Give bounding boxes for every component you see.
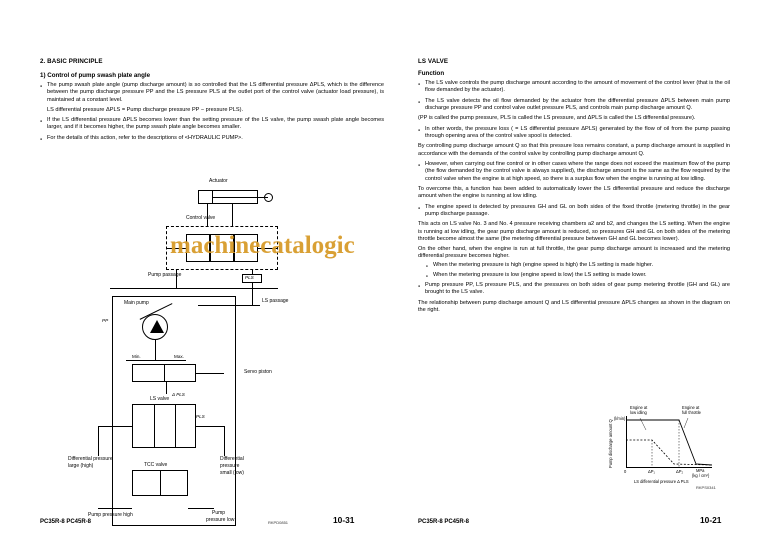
chart-annotation-full-throttle: Engine at full throttle: [682, 405, 701, 415]
right-title: LS VALVE: [418, 58, 449, 65]
footer-left-page: 10-31: [333, 515, 355, 525]
chart-ylabel: Pump discharge amount Q: [608, 419, 613, 468]
pump-base-line: [126, 360, 186, 361]
diff-press-small-label: Differential: [220, 456, 244, 462]
pls-tap-label: PLS: [245, 275, 254, 280]
list-item: ● The engine speed is detected by pressures GH and GL on both sides of the fixed throttle (metering throttle) in the gear pump discharge passage.: [418, 204, 730, 219]
pls-mid-label: PLS: [196, 414, 205, 419]
delta-pls-label: Δ PLS: [172, 392, 185, 397]
max-label: Max.: [174, 354, 184, 359]
chart-xlabel: LS differential pressure Δ PLS: [634, 479, 689, 484]
ls-passage-drop: [252, 283, 253, 305]
paragraph-full-throttle: On the other hand, when the engine is run at full throttle, the gear pump discharge amount is increased and the metering differential pressure becomes higher.: [418, 245, 730, 259]
ls-characteristic-chart: [600, 405, 722, 490]
list-item: ● If the LS differential pressure ΔPLS becomes lower than the setting pressure of the LS valve, the pump swash plate angle becomes larger, and if it becomes higher, the pump swash plate angle becomes smaller.: [40, 117, 384, 132]
ls-valve-block: [132, 404, 196, 448]
main-pump-label: Main pump: [124, 300, 149, 306]
list-item: LS differential pressure ΔPLS = Pump discharge pressure PP − pressure PLS).: [47, 106, 243, 113]
chart-annotation-low-idling: Engine at low idling: [630, 405, 648, 415]
ls-valve-div2: [175, 404, 176, 448]
paragraph-relationship: The relationship between pump discharge amount Q and LS differential pressure ΔPLS changes as shown in the diagram on the right.: [418, 299, 730, 313]
diff-press-small-line: [196, 426, 224, 427]
actuator-label: Actuator: [209, 178, 228, 184]
pump-pressure-low-label: Pump: [212, 510, 226, 516]
ls-valve-label: LS valve: [150, 396, 170, 402]
pump-passage-label: Pump passage: [148, 272, 182, 278]
diff-press-small-label3: small (low): [220, 470, 244, 476]
chart-xtick-0: 0: [624, 469, 627, 474]
pump-pressure-low-label2: pressure low: [206, 517, 235, 523]
right-subtitle: Function: [418, 70, 445, 77]
figure-code: RKPD0851: [268, 520, 289, 525]
tcc-valve-label: TCC valve: [144, 462, 168, 468]
list-item: ● The LS valve controls the pump discharge amount according to the amount of movement of the control lever (that is the oil flow demanded by the actuator).: [418, 80, 730, 95]
list-item: ● In other words, the pressure loss ( = LS differential pressure ΔPLS) generated by the flow of oil from the pump passing through opening area of the control valve spool is detected.: [418, 126, 730, 141]
pump-flow-arrow: [150, 320, 164, 333]
chart-xunit-mpa: MPa: [696, 468, 705, 473]
ls-passage-leader: [252, 305, 260, 306]
servo-piston-leader: [196, 373, 224, 374]
chart-xtick-1: ΔP₁: [648, 469, 655, 474]
min-label: Min.: [132, 354, 141, 359]
diff-press-small-drop: [224, 426, 225, 456]
left-bullet-list: [40, 82, 384, 142]
right-bullet-list-5: [418, 282, 730, 297]
paragraph-control-q: By controlling pump discharge amount Q so that this pressure loss remains constant, a pump discharge amount is supplied in accordance with the demands of the control valve by controlling pump discharge amount Q.: [418, 143, 730, 157]
control-valve-label: Control valve: [186, 215, 216, 221]
diff-press-large-drop: [98, 426, 99, 456]
pls-tap-line: [252, 270, 253, 274]
section-heading: 2. BASIC PRINCIPLE: [40, 58, 103, 65]
list-item: ● Pump pressure PP, LS pressure PLS, and the pressures on both sides of gear pump metering throttle (GH and GL) are brought to the LS valve.: [418, 282, 730, 297]
servo-piston-label: Servo piston: [244, 369, 272, 375]
paragraph-function-added: To overcome this, a function has been added to automatically lower the LS differential pressure and reduce the discharge amount when the engine is running at low idling.: [418, 185, 730, 200]
paragraph-pp-definition: (PP is called the pump pressure, PLS is called the LS pressure, and ΔPLS is called the LS differential pressure).: [418, 115, 696, 122]
pump-shaft: [155, 340, 156, 360]
chart-yunit: (l/min): [614, 416, 626, 421]
right-bullet-list-3: [418, 161, 730, 183]
ls-passage-label: LS passage: [262, 298, 289, 304]
diff-press-large-line: [98, 426, 132, 427]
list-item: ● The pump swash plate angle (pump discharge amount) is so controlled that the LS differential pressure ΔPLS, which is the difference between the pump discharge pressure PP and the LS pressure PLS at the outlet port of the control valve (actuator load pressure), is maintained at a constant level.: [40, 82, 384, 104]
paragraph-ls-valve-chambers: This acts on LS valve No. 3 and No. 4 pressure receiving chambers a2 and b2, and changes the LS setting. When the engine is running at low idling, the gear pump discharge amount is reduced, so pressures GH and GL on both sides of the metering throttle become almost the same (the metering differential pressure between GH and GL becomes lower).: [418, 221, 730, 243]
diff-press-large-label: Differential pressure: [68, 456, 113, 462]
diff-press-small-label2: pressure: [220, 463, 240, 469]
chart-xunit-kgcm2: {kg / cm²}: [692, 473, 710, 478]
actuator-rod: [212, 197, 268, 198]
tcc-valve-div: [160, 470, 161, 496]
pump-press-high-line: [98, 508, 132, 509]
right-bullet-list-4: [418, 204, 730, 219]
right-bullet-list: [418, 80, 730, 112]
list-item: ● The LS valve detects the oil flow demanded by the actuator from the differential pressure ΔPLS between main pump discharge pressure PP and control valve outlet pressure PLS, and controls main pump discharge amount Q.: [418, 98, 730, 113]
chart-code: RKPS0341: [696, 485, 716, 490]
footer-left-model: PC35R-8 PC45R-8: [40, 519, 92, 525]
list-item: ● When the metering pressure is low (engine speed is low) the LS setting is made lower.: [426, 272, 730, 279]
right-bullet-list-2: [418, 126, 730, 141]
footer-right-page: 10-21: [700, 515, 722, 525]
servo-piston-rod: [164, 364, 165, 382]
watermark: machinecatalogic: [170, 232, 355, 259]
chart-xtick-2: ΔP₂: [676, 469, 684, 474]
pump-passage-line: [110, 288, 278, 289]
list-item: ● However, when carrying out fine control or in other cases where the range does not exceed the maximum flow of the pump (the flow demanded by the control valve is always supplied), the discharge amount is the same as the flow required by the control valve when the engine is at high speed, so there is a surplus flow when the engine is running at low idling.: [418, 161, 730, 183]
right-sub-bullet-list: [426, 262, 730, 279]
footer-right-model: PC35R-8 PC45R-8: [418, 519, 470, 525]
ls-valve-div1: [154, 404, 155, 448]
pump-press-low-line: [188, 508, 214, 509]
section-subheading: 1) Control of pump swash plate angle: [40, 72, 151, 79]
delta-pls-line: [166, 382, 167, 394]
pump-pressure-high-label: Pump pressure high: [88, 512, 133, 518]
pp-label: PP: [102, 318, 109, 323]
list-item: ● When the metering pressure is high (engine speed is high) the LS setting is made higher.: [426, 262, 730, 269]
pump-passage-drop: [176, 270, 177, 288]
list-item: ● For the details of this action, refer to the descriptions of <HYDRAULIC PUMP>.: [40, 135, 384, 142]
actuator-rod-end: [264, 193, 273, 202]
actuator-line-b: [232, 204, 233, 226]
diff-press-large-label2: large (high): [68, 463, 94, 469]
